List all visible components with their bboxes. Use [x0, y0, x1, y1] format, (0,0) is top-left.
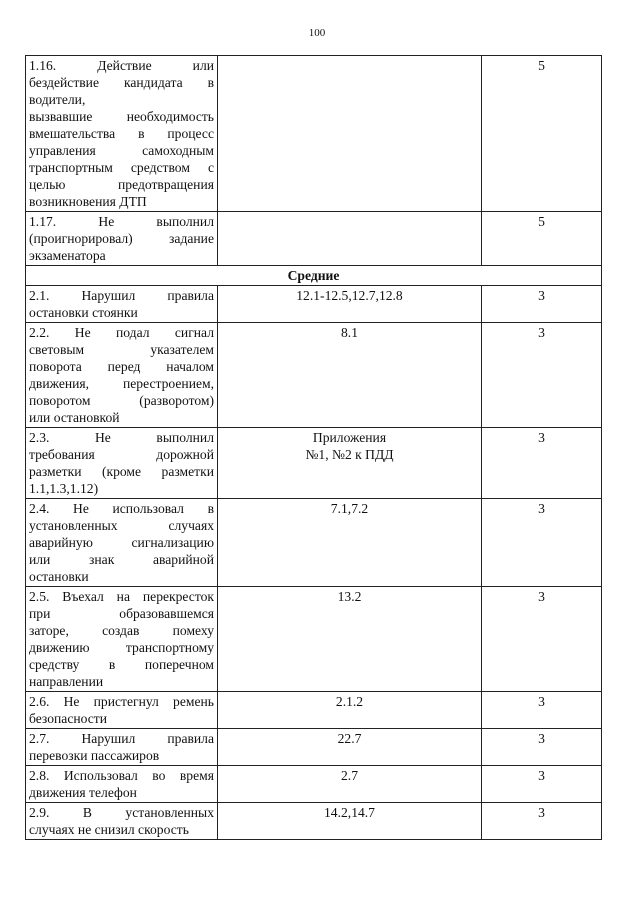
- violation-description-line: безопасности: [29, 711, 108, 726]
- violation-description-line: управления самоходным: [29, 143, 214, 158]
- violation-description-line: движения, перестроением,: [29, 376, 214, 391]
- violation-description-line: 2.5. Въехал на перекресток: [29, 589, 214, 604]
- violation-description-line: 2.2. Не подал сигнал: [29, 325, 214, 340]
- table-row: [26, 729, 602, 766]
- violation-description-line: вмешательства в процесс: [29, 126, 214, 141]
- rule-reference-cell: [218, 286, 482, 323]
- violation-description-line: световым указателем: [29, 342, 214, 357]
- section-heading: Средние: [26, 266, 602, 286]
- table-row: [26, 766, 602, 803]
- violation-description-line: заторе, создав помеху: [29, 623, 214, 638]
- violation-description-line: направлении: [29, 674, 104, 689]
- violation-description-line: бездействие кандидата в: [29, 75, 214, 90]
- rule-reference-line: 2.7: [341, 768, 358, 783]
- violation-description-cell: [26, 766, 218, 803]
- penalty-points-cell: 5: [482, 56, 602, 212]
- penalty-points-cell: 3: [482, 323, 602, 428]
- rule-reference-cell: [218, 766, 482, 803]
- violation-description-line: аварийную сигнализацию: [29, 535, 214, 550]
- violation-description-line: движению транспортному: [29, 640, 214, 655]
- violation-description-line: водители,: [29, 92, 86, 107]
- page-number: 100: [308, 27, 326, 39]
- rule-reference-cell: [218, 428, 482, 499]
- violation-description-line: требования дорожной: [29, 447, 214, 462]
- penalty-points-cell: 3: [482, 499, 602, 587]
- violation-description-cell: [26, 428, 218, 499]
- violation-description-line: или остановкой: [29, 410, 120, 425]
- violation-description-cell: [26, 56, 218, 212]
- rule-reference-cell: [218, 323, 482, 428]
- violation-description-line: 1.17. Не выполнил: [29, 214, 214, 229]
- violation-description-line: 2.4. Не использовал в: [29, 501, 214, 516]
- violation-description-line: транспортным средством с: [29, 160, 214, 175]
- table-row: [26, 323, 602, 428]
- violation-description-cell: [26, 212, 218, 266]
- rule-reference-cell: [218, 803, 482, 840]
- violation-description-line: движения телефон: [29, 785, 137, 800]
- rule-reference-cell: [218, 499, 482, 587]
- violation-description-line: 2.1. Нарушил правила: [29, 288, 214, 303]
- rule-reference-line: 8.1: [341, 325, 358, 340]
- penalty-points-cell: 3: [482, 428, 602, 499]
- rule-reference-line: 13.2: [337, 589, 362, 604]
- violations-table-body: [26, 56, 602, 840]
- violation-description-line: 1.16. Действие или: [29, 58, 214, 73]
- violations-table: [25, 55, 602, 840]
- table-row: [26, 499, 602, 587]
- violation-description-line: при образовавшемся: [29, 606, 214, 621]
- violation-description-line: 2.3. Не выполнил: [29, 430, 214, 445]
- violation-description-line: разметки (кроме разметки: [29, 464, 214, 479]
- rule-reference-cell: [218, 587, 482, 692]
- violation-description-line: экзаменатора: [29, 248, 106, 263]
- table-row: [26, 212, 602, 266]
- violation-description-line: случаях не снизил скорость: [29, 822, 189, 837]
- penalty-points-cell: 3: [482, 803, 602, 840]
- violation-description-cell: [26, 692, 218, 729]
- table-row: [26, 56, 602, 212]
- violation-description-line: 2.8. Использовал во время: [29, 768, 214, 783]
- rule-reference-cell: [218, 729, 482, 766]
- rule-reference-line: Приложения: [312, 430, 387, 445]
- rule-reference-line: 7.1,7.2: [330, 501, 369, 516]
- violation-description-cell: [26, 499, 218, 587]
- rule-reference-cell: [218, 56, 482, 212]
- rule-reference-cell: [218, 212, 482, 266]
- violation-description-line: средству в поперечном: [29, 657, 214, 672]
- violation-description-line: 2.7. Нарушил правила: [29, 731, 214, 746]
- violation-description-cell: [26, 323, 218, 428]
- penalty-points-cell: 3: [482, 587, 602, 692]
- penalty-points-cell: 3: [482, 692, 602, 729]
- violation-description-line: возникновения ДТП: [29, 194, 147, 209]
- violation-description-cell: [26, 803, 218, 840]
- violation-description-cell: [26, 286, 218, 323]
- violation-description-cell: [26, 729, 218, 766]
- violation-description-line: вызвавшие необходимость: [29, 109, 214, 124]
- violation-description-line: или знак аварийной: [29, 552, 214, 567]
- violation-description-line: 2.6. Не пристегнул ремень: [29, 694, 214, 709]
- table-row: [26, 587, 602, 692]
- penalty-points-cell: 3: [482, 766, 602, 803]
- rule-reference-line: 22.7: [337, 731, 362, 746]
- violation-description-line: остановки: [29, 569, 89, 584]
- table-row: [26, 428, 602, 499]
- rule-reference-line: 14.2,14.7: [324, 805, 375, 820]
- violation-description-line: (проигнорировал) задание: [29, 231, 214, 246]
- rule-reference-line: №1, №2 к ПДД: [305, 447, 394, 462]
- rule-reference-line: 12.1-12.5,12.7,12.8: [296, 288, 403, 303]
- violation-description-line: поворотом (разворотом): [29, 393, 214, 408]
- violation-description-line: поворота перед началом: [29, 359, 214, 374]
- violation-description-line: перевозки пассажиров: [29, 748, 160, 763]
- table-row: [26, 803, 602, 840]
- violation-description-line: установленных случаях: [29, 518, 214, 533]
- penalty-points-cell: 3: [482, 286, 602, 323]
- penalty-points-cell: 3: [482, 729, 602, 766]
- rule-reference-cell: [218, 692, 482, 729]
- violation-description-line: 2.9. В установленных: [29, 805, 214, 820]
- table-row: [26, 286, 602, 323]
- violation-description-line: остановки стоянки: [29, 305, 138, 320]
- rule-reference-line: 2.1.2: [335, 694, 364, 709]
- section-row: [26, 266, 602, 286]
- violation-description-cell: [26, 587, 218, 692]
- table-row: [26, 692, 602, 729]
- penalty-points-cell: 5: [482, 212, 602, 266]
- violation-description-line: целью предотвращения: [29, 177, 214, 192]
- violation-description-line: 1.1,1.3,1.12): [29, 481, 99, 496]
